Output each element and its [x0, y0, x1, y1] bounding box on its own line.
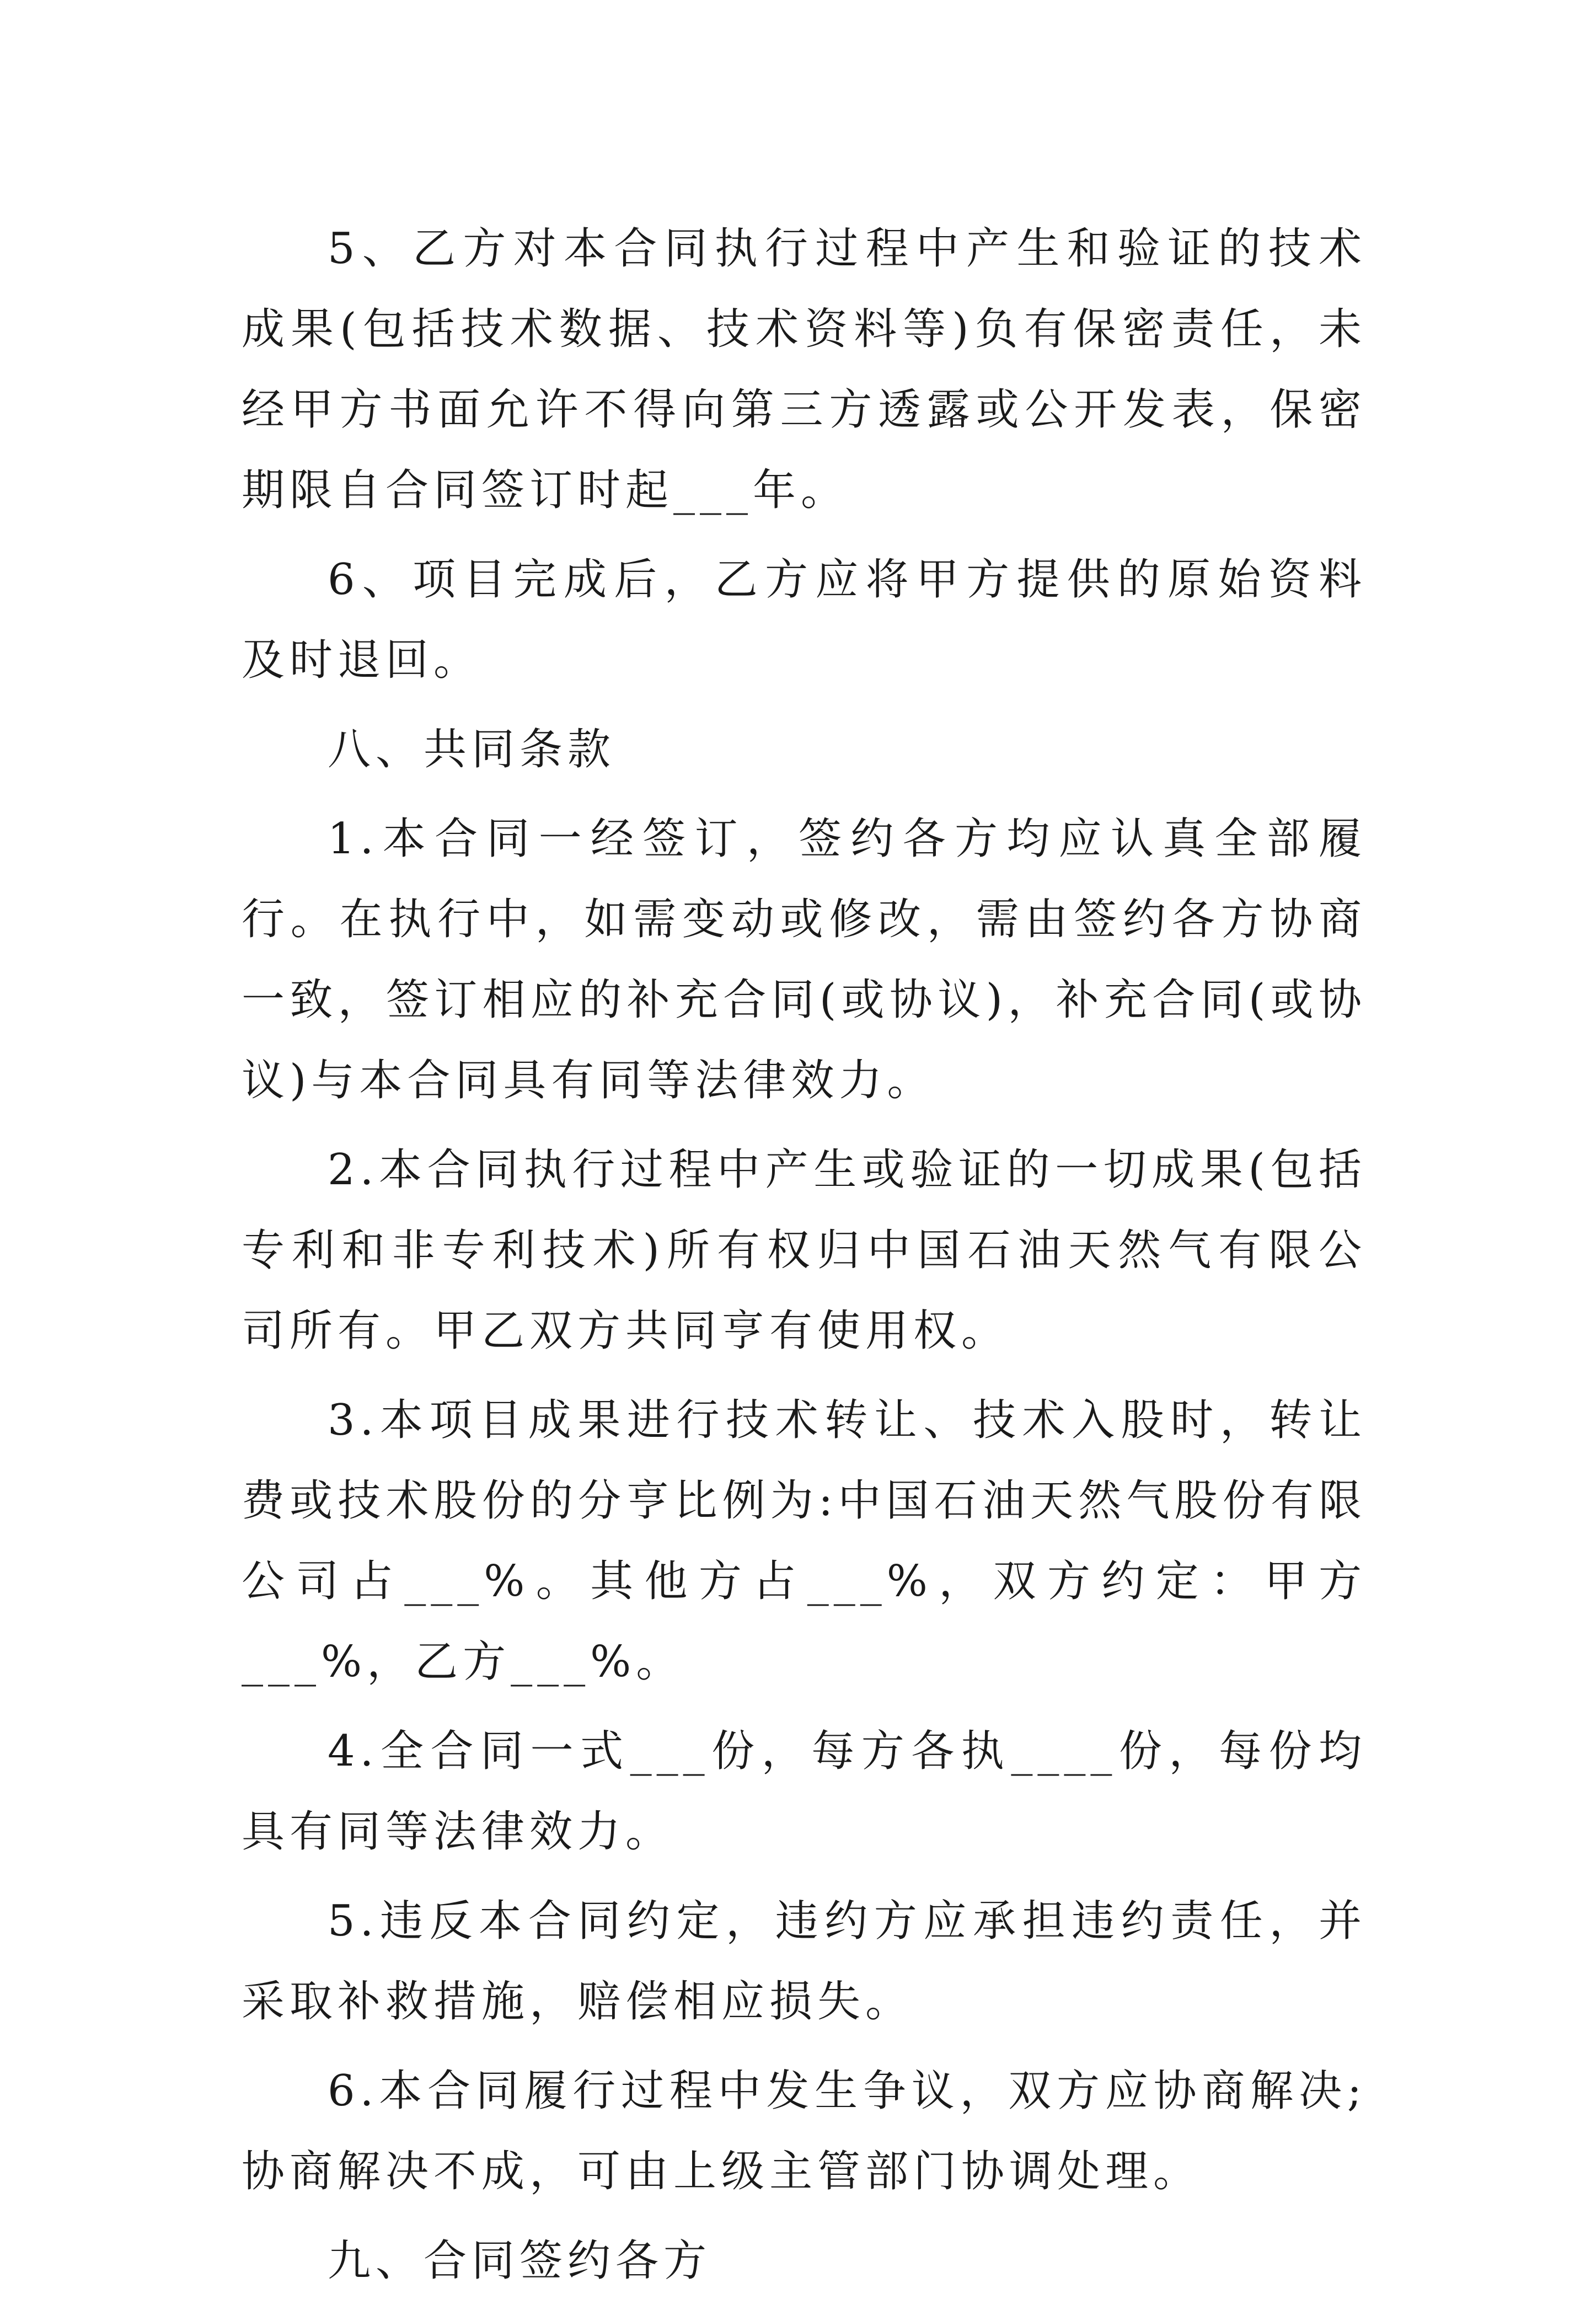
clause-8-1-amendments: 1.本合同一经签订，签约各方均应认真全部履行。在执行中，如需变动或修改，需由签约各方协商一致，签订相应的补充合同(或协议)，补充合同(或协议)与本合同具有同等法律效力。 — [242, 814, 1367, 1105]
clause-7-6-return-materials: 6、项目完成后，乙方应将甲方提供的原始资料及时退回。 — [242, 555, 1367, 685]
document-body — [242, 208, 1367, 2310]
section-heading-signatories: 九、合同签约各方 — [328, 2236, 712, 2286]
clause-8-4-copies: 4.全合同一式___份，每方各执____份，每份均具有同等法律效力。 — [242, 1726, 1367, 1857]
clause-8-2-ownership: 2.本合同执行过程中产生或验证的一切成果(包括专利和非专利技术)所有权归中国石油天然气有限公司所有。甲乙双方共同亨有使用权。 — [242, 1145, 1367, 1356]
clause-8-5-breach: 5.违反本合同约定，违约方应承担违约责任，并采取补救措施，赔偿相应损失。 — [242, 1896, 1367, 2026]
clause-8-6-disputes: 6.本合同履行过程中发生争议，双方应协商解决;协商解决不成，可由上级主管部门协调处理。 — [242, 2066, 1367, 2196]
section-heading-common-terms: 八、共同条款 — [328, 725, 616, 774]
clause-7-5-confidentiality: 5、乙方对本合同执行过程中产生和验证的技术成果(包括技术数据、技术资料等)负有保密责任，未经甲方书面允许不得向第三方透露或公开发表，保密期限自合同签订时起___年。 — [242, 224, 1367, 515]
clause-8-3-revenue-share: 3.本项目成果进行技术转让、技术入股时，转让费或技术股份的分亨比例为:中国石油天然气股份有限公司占___%。其他方占___%，双方约定：甲方___%，乙方___%。 — [242, 1395, 1367, 1687]
